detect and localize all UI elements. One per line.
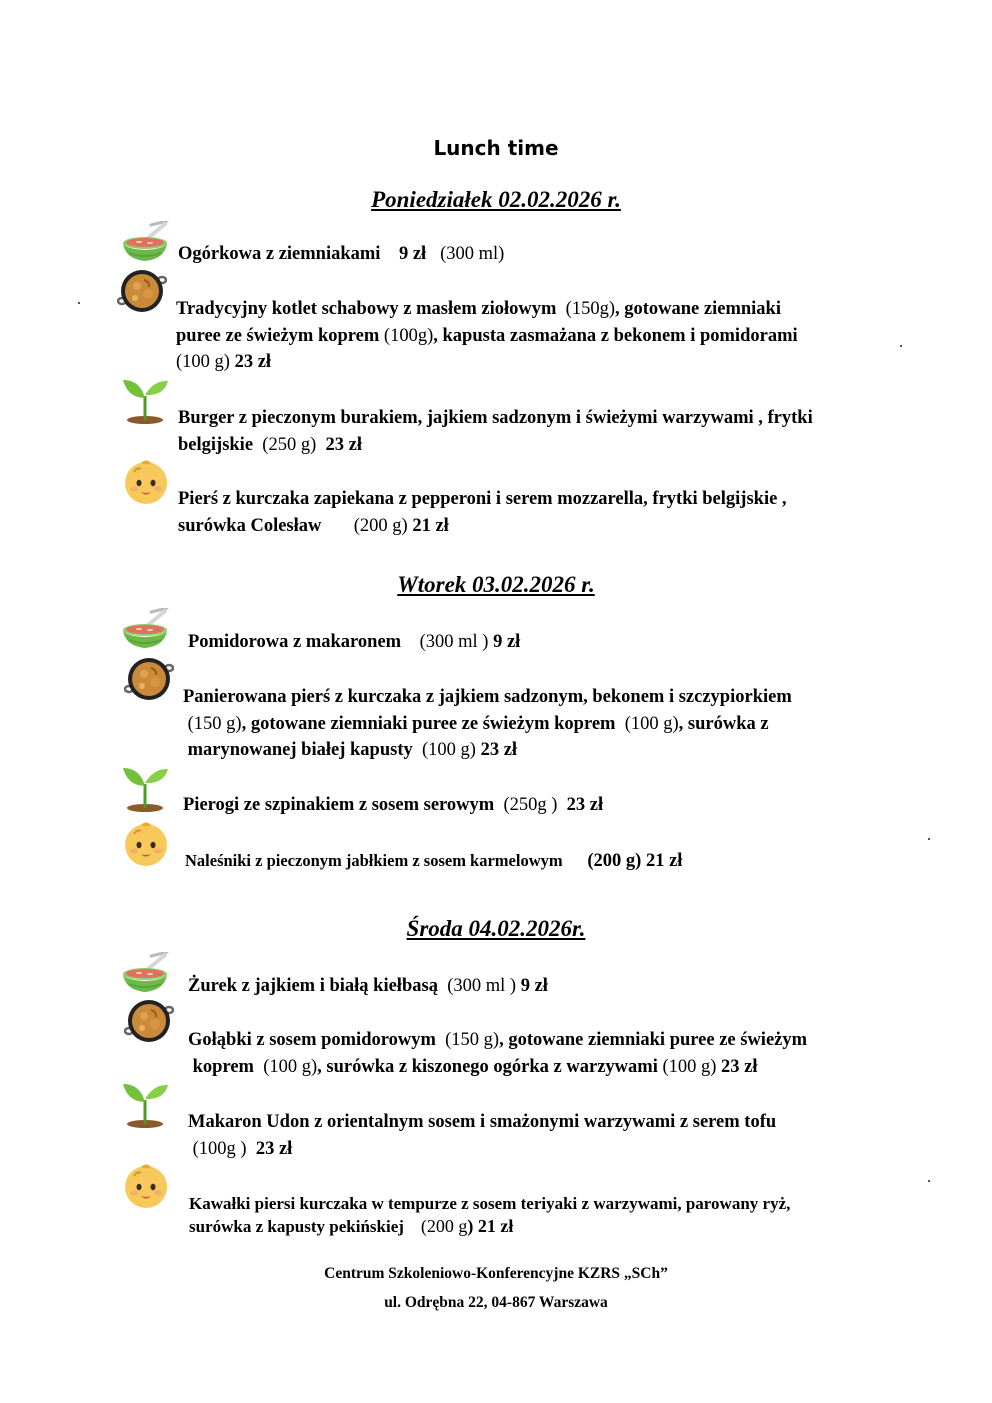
soup-bowl-icon: [121, 952, 171, 1002]
paella-pan-icon: [124, 656, 174, 706]
page-title: Lunch time: [433, 136, 559, 160]
soup-bowl-icon: [121, 221, 171, 271]
seedling-icon: [120, 376, 170, 426]
paella-pan-icon: [124, 998, 174, 1048]
footer-address: ul. Odrębna 22, 04-867 Warszawa: [384, 1294, 608, 1311]
baby-face-icon: [121, 1162, 171, 1212]
menu-item: Gołąbki z sosem pomidorowym (150 g), gotowane ziemniaki puree ze świeżym koprem (100 g), surówka z kiszonego ogórka z warzywami (100 g) 23 zł: [188, 1030, 808, 1077]
menu-item: Makaron Udon z orientalnym sosem i smażonymi warzywami z serem tofu (100g ) 23 zł: [188, 1112, 777, 1159]
menu-item: Kawałki piersi kurczaka w tempurze z sosem teriyaki z warzywami, parowany ryż, surówka z kapusty pekińskiej (200 g) 21 zł: [189, 1194, 791, 1236]
baby-face-icon: [121, 458, 171, 508]
day-heading-tuesday: Wtorek 03.02.2026 r.: [397, 572, 595, 597]
menu-item: Żurek z jajkiem i białą kiełbasą (300 ml ) 9 zł: [188, 976, 548, 996]
menu-item: Pierś z kurczaka zapiekana z pepperoni i serem mozzarella, frytki belgijskie , surówka Colesław (200 g) 21 zł: [178, 489, 787, 536]
seedling-icon: [120, 1080, 170, 1130]
soup-bowl-icon: [121, 608, 171, 658]
menu-item: Pomidorowa z makaronem (300 ml ) 9 zł: [188, 632, 521, 652]
menu-item: Tradycyjny kotlet schabowy z masłem ziołowym (150g), gotowane ziemniaki puree ze świeżym koprem (100g), kapusta zasmażana z bekonem i pomidorami (100 g) 23 zł: [176, 299, 798, 372]
scan-speck: [900, 345, 902, 347]
seedling-icon: [120, 764, 170, 814]
paella-pan-icon: [117, 268, 167, 318]
scan-speck: [78, 302, 80, 304]
scan-speck: [928, 838, 930, 840]
footer-organization: Centrum Szkoleniowo-Konferencyjne KZRS „SCh”: [324, 1265, 668, 1282]
menu-item: Pierogi ze szpinakiem z sosem serowym (250g ) 23 zł: [183, 795, 604, 815]
menu-item: Burger z pieczonym burakiem, jajkiem sadzonym i świeżymi warzywami , frytki belgijskie (250 g) 23 zł: [178, 408, 813, 455]
baby-face-icon: [121, 820, 171, 870]
scan-speck: [928, 1180, 930, 1182]
menu-item: Ogórkowa z ziemniakami 9 zł (300 ml): [178, 244, 505, 264]
day-heading-wednesday: Środa 04.02.2026r.: [406, 916, 586, 941]
menu-item: Panierowana pierś z kurczaka z jajkiem sadzonym, bekonem i szczypiorkiem (150 g), gotowane ziemniaki puree ze świeżym koprem (100 g), surówka z marynowanej białej kapusty (100 g) 23 zł: [183, 687, 792, 760]
menu-item: Naleśniki z pieczonym jabłkiem z sosem karmelowym (200 g) 21 zł: [185, 851, 683, 871]
day-heading-monday: Poniedziałek 02.02.2026 r.: [371, 187, 621, 212]
